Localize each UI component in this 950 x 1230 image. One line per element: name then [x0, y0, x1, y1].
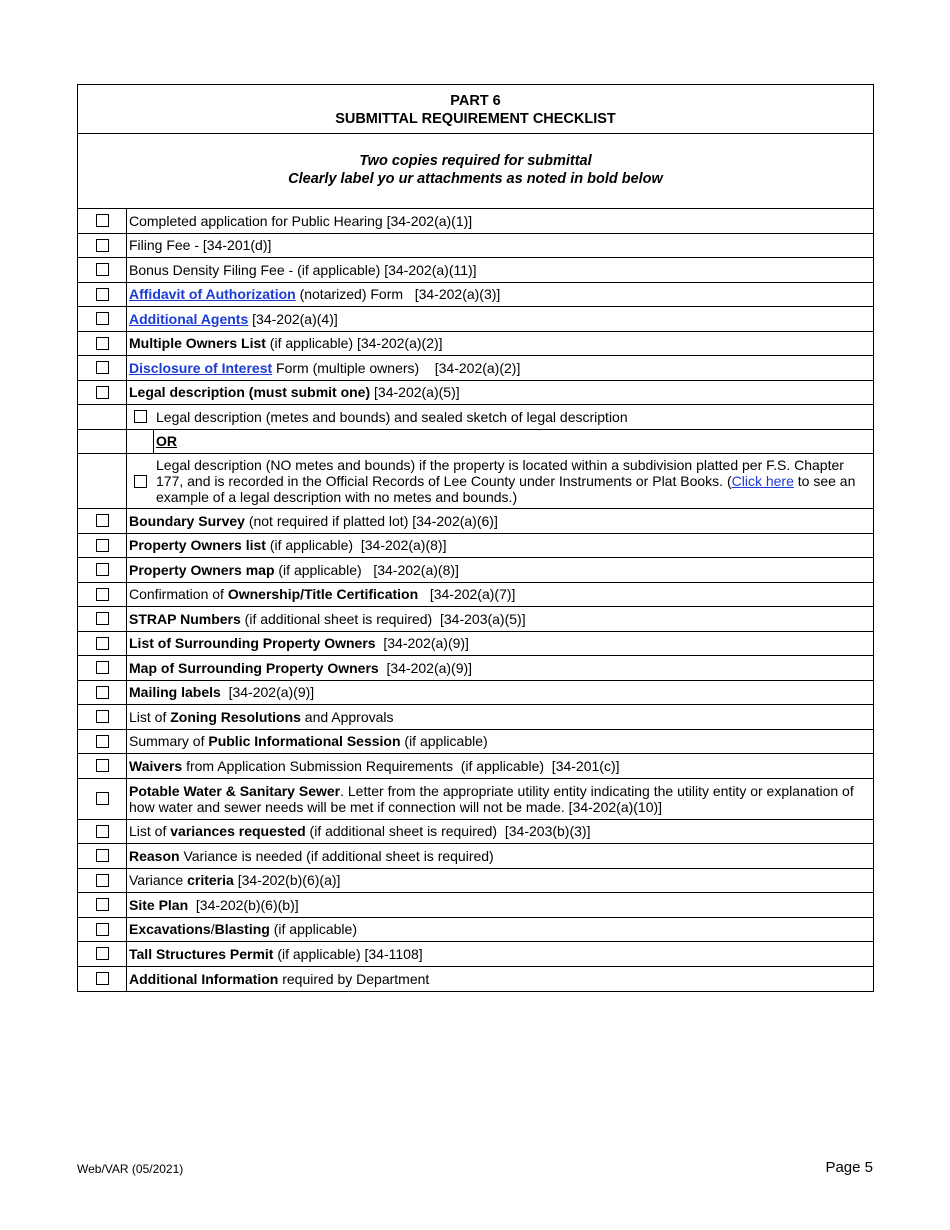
checklist-row: [78, 607, 873, 632]
instruction-line-2: Clearly label yo ur attachments as noted in bold below: [288, 171, 663, 187]
checklist-row: [78, 681, 873, 706]
checklist-row: [78, 356, 873, 381]
checklist-row: [78, 967, 873, 992]
checklist-row: [78, 258, 873, 283]
checklist-row: [78, 307, 873, 332]
item-text: List of Zoning Resolutions and Approvals: [129, 708, 394, 725]
checkbox[interactable]: [96, 637, 109, 650]
item-text: Multiple Owners List (if applicable) [34-202(a)(2)]: [129, 335, 443, 352]
item-text: Waivers from Application Submission Requirements (if applicable) [34-201(c)]: [129, 757, 620, 774]
checklist-row: [78, 869, 873, 894]
checkbox[interactable]: [96, 588, 109, 601]
checklist-row: [78, 209, 873, 234]
checkbox[interactable]: [96, 874, 109, 887]
instruction-line-1: Two copies required for submittal: [359, 153, 592, 169]
checklist-subrow: [78, 405, 873, 430]
submittal-checklist-form: [77, 84, 874, 992]
checklist-row: [78, 844, 873, 869]
checklist-row: [78, 779, 873, 820]
or-label: OR: [156, 433, 177, 450]
checklist-title: SUBMITTAL REQUIREMENT CHECKLIST: [335, 111, 616, 127]
checklist-subrow: [78, 454, 873, 509]
checkbox[interactable]: [96, 312, 109, 325]
form-version: Web/VAR (05/2021): [77, 1162, 184, 1176]
item-text: Bonus Density Filing Fee - (if applicable) [34-202(a)(11)]: [129, 261, 477, 278]
page-number: Page 5: [825, 1159, 873, 1176]
checkbox[interactable]: [96, 239, 109, 252]
item-text: STRAP Numbers (if additional sheet is required) [34-203(a)(5)]: [129, 610, 526, 627]
checkbox[interactable]: [96, 947, 109, 960]
checkbox[interactable]: [96, 735, 109, 748]
item-text: Variance criteria [34-202(b)(6)(a)]: [129, 872, 341, 889]
checklist-row: [78, 381, 873, 406]
item-text: Summary of Public Informational Session (if applicable): [129, 733, 488, 750]
checkbox[interactable]: [96, 288, 109, 301]
item-text: Legal description (NO metes and bounds) if the property is located within a subdivision platted per F.S. Chapter 177, and is recorded in the Official Records of Lee County under Instruments or Plat Books. (Click here to see an example of a legal description with no metes and bounds.): [156, 457, 856, 505]
checklist-row: [78, 730, 873, 755]
checklist-row: [78, 893, 873, 918]
additional-agents-link[interactable]: Additional Agents: [129, 310, 249, 327]
affidavit-link[interactable]: Affidavit of Authorization: [129, 286, 296, 303]
item-text: Property Owners list (if applicable) [34-202(a)(8)]: [129, 537, 447, 554]
checklist-row: [78, 632, 873, 657]
checkbox[interactable]: [96, 923, 109, 936]
checkbox[interactable]: [96, 263, 109, 276]
checklist-row: [78, 332, 873, 357]
checkbox[interactable]: [96, 792, 109, 805]
checkbox[interactable]: [96, 214, 109, 227]
item-text: Boundary Survey (not required if platted lot) [34-202(a)(6)]: [129, 512, 498, 529]
click-here-link[interactable]: Click here: [731, 473, 794, 489]
checkbox[interactable]: [96, 661, 109, 674]
checkbox[interactable]: [96, 686, 109, 699]
item-text: Legal description (metes and bounds) and sealed sketch of legal description: [156, 408, 628, 425]
checklist-row: [78, 820, 873, 845]
item-text: Tall Structures Permit (if applicable) [34-1108]: [129, 945, 423, 962]
checkbox[interactable]: [96, 825, 109, 838]
checkbox[interactable]: [134, 475, 147, 488]
checkbox[interactable]: [96, 563, 109, 576]
checklist-row: [78, 283, 873, 308]
checklist-row: [78, 583, 873, 608]
checkbox[interactable]: [96, 710, 109, 723]
item-text: List of variances requested (if additional sheet is required) [34-203(b)(3)]: [129, 823, 591, 840]
instructions: [78, 134, 873, 209]
checklist-row: [78, 754, 873, 779]
checklist-row: [78, 942, 873, 967]
checkbox[interactable]: [96, 539, 109, 552]
checklist-row: [78, 509, 873, 534]
checklist-subrow: [78, 430, 873, 455]
item-text: Affidavit of Authorization (notarized) Form [34-202(a)(3)]: [129, 286, 501, 303]
checkbox[interactable]: [96, 972, 109, 985]
form-header: [78, 85, 873, 134]
item-text: Completed application for Public Hearing [34-202(a)(1)]: [129, 212, 473, 229]
item-text: Reason Variance is needed (if additional sheet is required): [129, 847, 494, 864]
item-text: Mailing labels [34-202(a)(9)]: [129, 684, 315, 701]
checklist-row: [78, 534, 873, 559]
checkbox[interactable]: [96, 361, 109, 374]
checklist-row: [78, 234, 873, 259]
item-text: Additional Agents [34-202(a)(4)]: [129, 310, 338, 327]
item-text: Potable Water & Sanitary Sewer. Letter from the appropriate utility entity indicating the utility entity or explanation of how water and sewer needs will be met if connection will not be made. [34-202(a)(10)]: [129, 782, 854, 815]
item-text: List of Surrounding Property Owners [34-202(a)(9)]: [129, 635, 469, 652]
item-text: Additional Information required by Department: [129, 970, 430, 987]
checkbox[interactable]: [96, 337, 109, 350]
checkbox[interactable]: [96, 849, 109, 862]
checklist-row: [78, 918, 873, 943]
checkbox[interactable]: [96, 898, 109, 911]
item-text: Site Plan [34-202(b)(6)(b)]: [129, 896, 299, 913]
item-text: Excavations/Blasting (if applicable): [129, 921, 357, 938]
item-text: Confirmation of Ownership/Title Certification [34-202(a)(7)]: [129, 586, 516, 603]
checkbox[interactable]: [96, 386, 109, 399]
checkbox[interactable]: [96, 514, 109, 527]
checklist-row: [78, 656, 873, 681]
item-text: Legal description (must submit one) [34-202(a)(5)]: [129, 384, 460, 401]
checkbox[interactable]: [96, 759, 109, 772]
item-text: Property Owners map (if applicable) [34-202(a)(8)]: [129, 561, 459, 578]
checkbox[interactable]: [134, 410, 147, 423]
checklist-row: [78, 705, 873, 730]
item-text: Map of Surrounding Property Owners [34-202(a)(9)]: [129, 659, 473, 676]
part-label: PART 6: [450, 93, 501, 109]
checklist-row: [78, 558, 873, 583]
checkbox[interactable]: [96, 612, 109, 625]
item-text: Filing Fee - [34-201(d)]: [129, 237, 272, 254]
disclosure-link[interactable]: Disclosure of Interest: [129, 359, 273, 376]
item-text: Disclosure of Interest Form (multiple owners) [34-202(a)(2)]: [129, 359, 521, 376]
